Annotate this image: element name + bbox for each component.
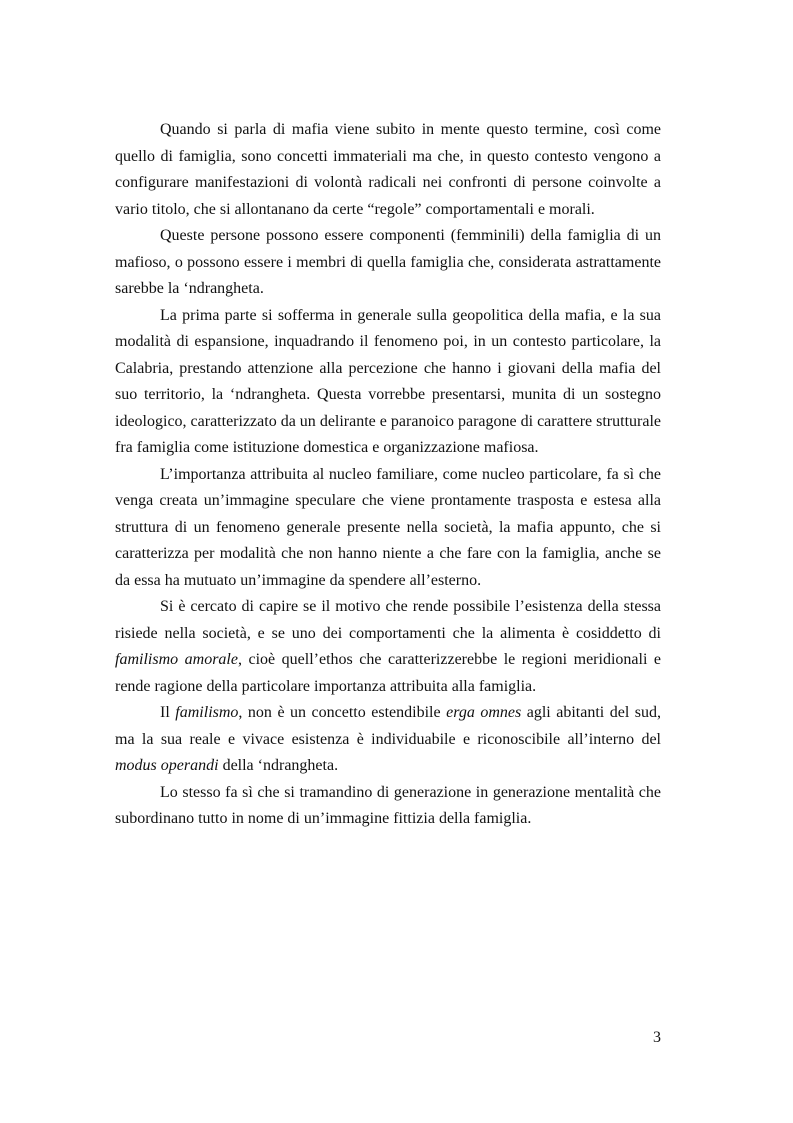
- paragraph-2: [115, 223, 661, 303]
- italic-run: familismo amorale: [115, 651, 238, 668]
- document-body: [115, 117, 661, 833]
- italic-run: modus operandi: [115, 757, 219, 774]
- text-run: Si è cercato di capire se il motivo che rende possibile l’esistenza della stessa risiede nella società, e se uno dei comportamenti che la alimenta è cosiddetto di: [115, 598, 661, 642]
- text-run: La prima parte si sofferma in generale sulla geopolitica della mafia, e la sua modalità di espansione, inquadrando il fenomeno poi, in un contesto particolare, la Calabria, prestando attenzione alla percezione che hanno i giovani della mafia del suo territorio, la ‘ndrangheta. Questa vorrebbe presentarsi, munita di un sostegno ideologico, caratterizzato da un delirante e paranoico paragone di carattere strutturale fra famiglia come istituzione domestica e organizzazione mafiosa.: [115, 306, 661, 456]
- paragraph-7: [115, 780, 661, 833]
- page-number: 3: [653, 1029, 661, 1046]
- paragraph-6: [115, 700, 661, 780]
- text-run: , cioè quell’ethos che caratterizzerebbe le regioni meridionali e rende ragione della particolare importanza attribuita alla famiglia.: [115, 651, 661, 695]
- text-run: L’importanza attribuita al nucleo familiare, come nucleo particolare, fa sì che venga creata un’immagine speculare che viene prontamente trasposta e estesa alla struttura di un fenomeno generale presente nella società, la mafia appunto, che si caratterizza per modalità che non hanno niente a che fare con la famiglia, anche se da essa ha mutuato un’immagine da spendere all’esterno.: [115, 465, 661, 589]
- paragraph-3: [115, 303, 661, 462]
- paragraph-4: [115, 462, 661, 595]
- text-run: Queste persone possono essere componenti (femminili) della famiglia di un mafioso, o possono essere i membri di quella famiglia che, considerata astrattamente sarebbe la ‘ndrangheta.: [115, 227, 661, 297]
- paragraph-5: [115, 594, 661, 700]
- text-run: Il: [160, 704, 176, 721]
- text-run: , non è un concetto estendibile: [238, 704, 447, 721]
- paragraph-1: [115, 117, 661, 223]
- italic-run: familismo: [175, 704, 239, 721]
- text-run: Lo stesso fa sì che si tramandino di generazione in generazione mentalità che subordinano tutto in nome di un’immagine fittizia della famiglia.: [115, 783, 661, 827]
- italic-run: erga omnes: [446, 704, 522, 721]
- text-run: della ‘ndrangheta.: [218, 757, 339, 774]
- text-run: Quando si parla di mafia viene subito in mente questo termine, così come quello di famiglia, sono concetti immateriali ma che, in questo contesto vengono a configurare manifestazioni di volontà radicali nei confronti di persone coinvolte a vario titolo, che si allontanano da certe “regole” comportamentali e morali.: [115, 121, 661, 218]
- text-run: agli abitanti del sud, ma la sua reale e vivace esistenza è individuabile e riconoscibile all’interno del: [115, 704, 662, 748]
